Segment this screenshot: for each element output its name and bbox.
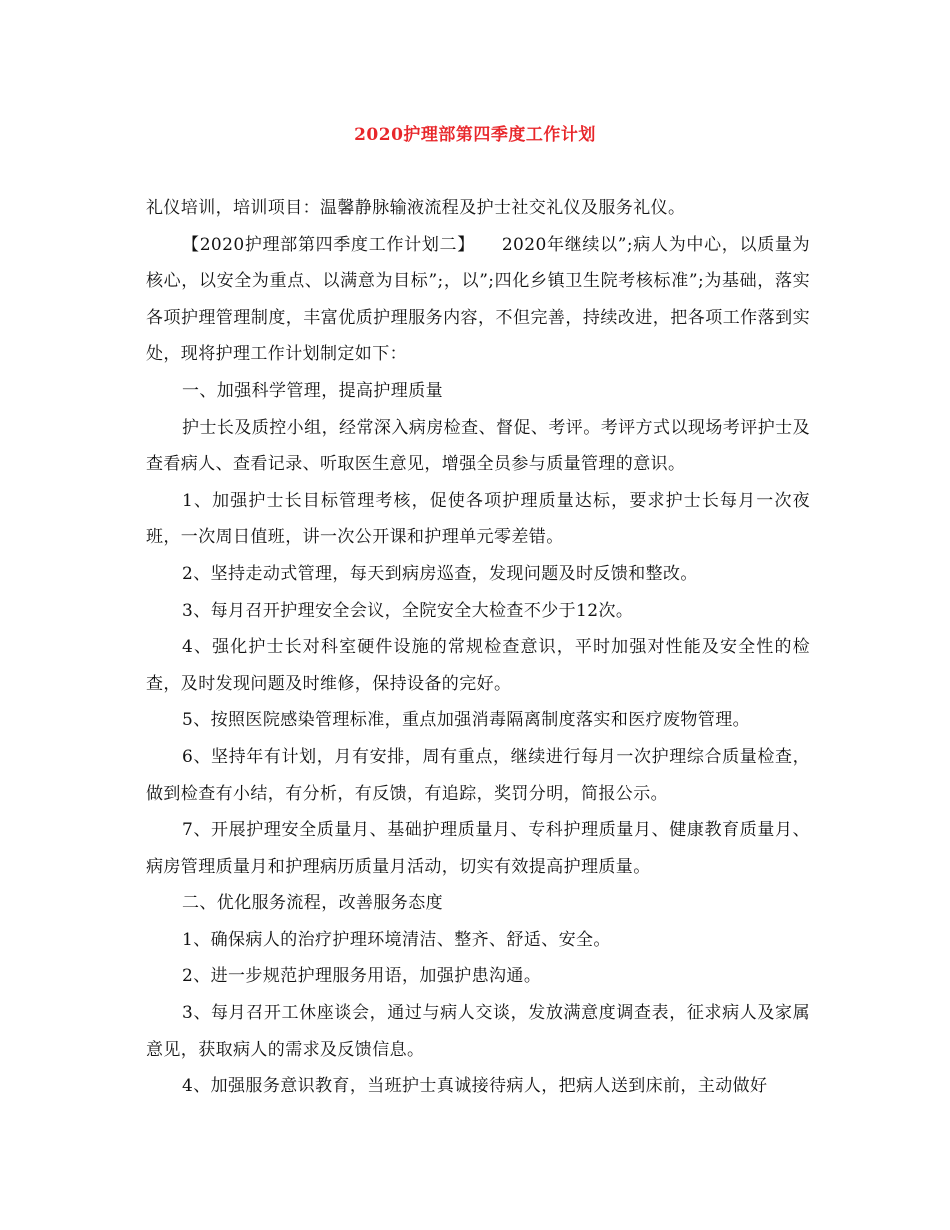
- list-item: 6、坚持年有计划，月有安排，周有重点，继续进行每月一次护理综合质量检查，做到检查有小结，有分析，有反馈，有追踪，奖罚分明，简报公示。: [146, 746, 810, 804]
- paragraph: 【2020护理部第四季度工作计划二】 2020年继续以”;病人为中心，以质量为核心，以安全为重点、以满意为目标”;，以”;四化乡镇卫生院考核标准”;为基础，落实各项护理管理制度，丰富优质护理服务内容，不但完善，持续改进，把各项工作落到实处，现将护理工作计划制定如下：: [146, 234, 810, 365]
- section-heading: 一、加强科学管理，提高护理质量: [182, 380, 443, 401]
- list-item: 2、坚持走动式管理，每天到病房巡查，发现问题及时反馈和整改。: [182, 563, 698, 584]
- list-item: 3、每月召开工休座谈会，通过与病人交谈，发放满意度调查表，征求病人及家属意见，获取病人的需求及反馈信息。: [146, 1003, 810, 1060]
- list-item: 1、加强护士长目标管理考核，促使各项护理质量达标，要求护士长每月一次夜班，一次周日值班，讲一次公开课和护理单元零差错。: [146, 490, 810, 548]
- list-item: 4、强化护士长对科室硬件设施的常规检查意识，平时加强对性能及安全性的检查，及时发现问题及时维修，保持设备的完好。: [146, 637, 810, 694]
- paragraph: 护士长及质控小组，经常深入病房检查、督促、考评。考评方式以现场考评护士及查看病人、查看记录、听取医生意见，增强全员参与质量管理的意识。: [146, 417, 810, 475]
- list-item: 2、进一步规范护理服务用语，加强护患沟通。: [182, 966, 542, 987]
- list-item: 3、每月召开护理安全会议，全院安全大检查不少于12次。: [182, 600, 634, 621]
- list-item: 7、开展护理安全质量月、基础护理质量月、专科护理质量月、健康教育质量月、病房管理质量月和护理病历质量月活动，切实有效提高护理质量。: [146, 820, 810, 877]
- list-item: 1、确保病人的治疗护理环境清洁、整齐、舒适、安全。: [182, 929, 611, 950]
- document-title: 2020护理部第四季度工作计划: [354, 125, 596, 145]
- list-item: 5、按照医院感染管理标准，重点加强消毒隔离制度落实和医疗废物管理。: [182, 710, 751, 731]
- list-item: 4、加强服务意识教育，当班护士真诚接待病人，把病人送到床前，主动做好: [182, 1076, 768, 1097]
- paragraph: 礼仪培训，培训项目：温馨静脉输液流程及护士社交礼仪及服务礼仪。: [146, 198, 686, 218]
- section-heading: 二、优化服务流程，改善服务态度: [182, 893, 443, 914]
- document-body: [146, 190, 810, 1105]
